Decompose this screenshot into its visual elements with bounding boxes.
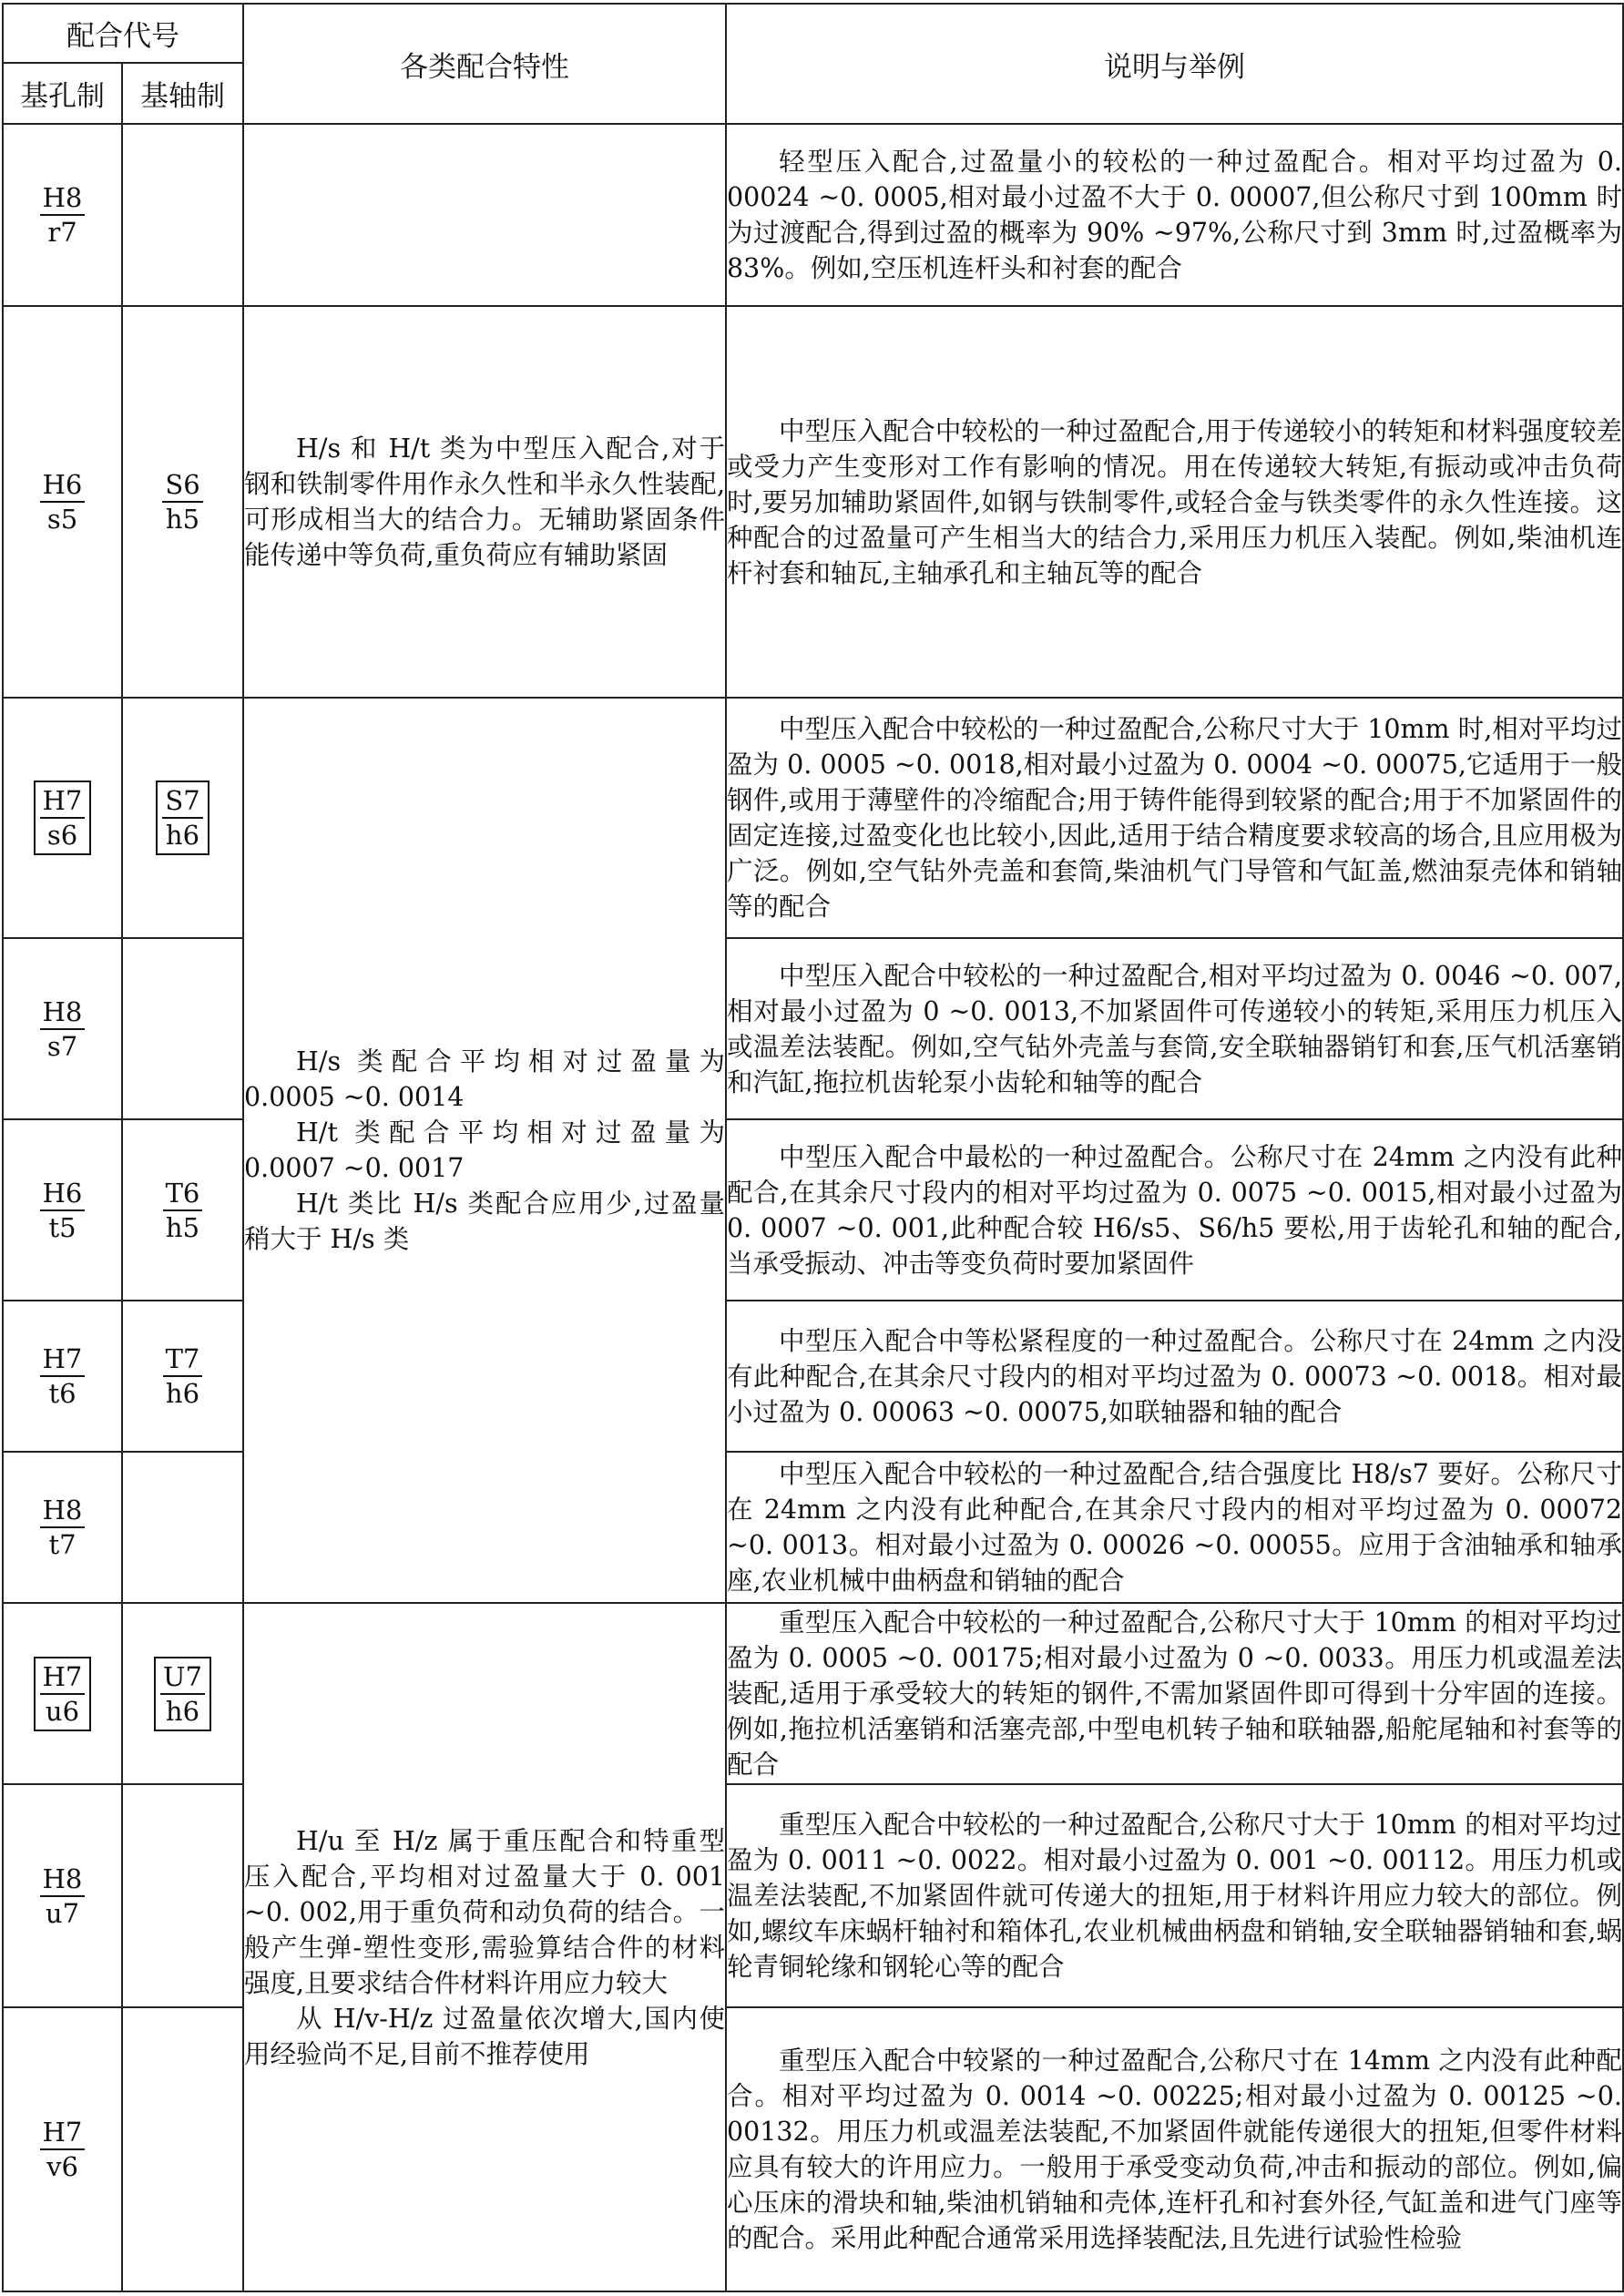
- fit-fraction: $\frac{H6}{s5}$: [40, 468, 86, 536]
- characteristics-cell: [243, 306, 726, 698]
- characteristics-cell: [243, 124, 726, 306]
- hole-code-cell: [3, 938, 122, 1119]
- characteristics-paragraph: H/s 和 H/t 类为中型压入配合,对于钢和铁制零件用作永久性和半永久性装配,可形成相当大的结合力。无辅助紧固条件能传递中等负荷,重负荷应有辅助紧固: [244, 434, 725, 570]
- fit-fraction-boxed: $\frac{H7}{u6}$: [34, 1657, 92, 1731]
- fit-fraction-boxed: $\frac{S7}{h6}$: [156, 781, 209, 855]
- characteristics-cell: [243, 1603, 726, 2291]
- table-row: [3, 698, 1623, 938]
- characteristics-paragraph: H/t 类比 H/s 类配合应用少,过盈量稍大于 H/s 类: [244, 1189, 725, 1254]
- description-cell: 中型压入配合中较松的一种过盈配合,结合强度比 H8/s7 要好。公称尺寸在 24mm 之内没有此种配合,在其余尺寸段内的相对平均过盈为 0. 00072 ~0. 0013。相对最小过盈为 0. 00026 ~0. 00055。应用于含油轴承和轴承座,农业机械中曲柄盘和销轴的配合: [726, 1452, 1623, 1603]
- characteristics-paragraph: H/s 类配合平均相对过盈量为 0.0005 ~0. 0014: [244, 1046, 725, 1112]
- hole-code-cell: [3, 306, 122, 698]
- characteristics-paragraph: H/u 至 H/z 属于重压配合和特重型压入配合,平均相对过盈量大于 0. 001 ~0. 002,用于重负荷和动负荷的结合。一般产生弹-塑性变形,需验算结合件的材料强度,且要求结合件材料许用应力较大: [244, 1825, 725, 1998]
- description-cell: 重型压入配合中较紧的一种过盈配合,公称尺寸在 14mm 之内没有此种配合。相对平均过盈为 0. 0014 ~0. 00225;相对最小过盈为 0. 00125 ~0. 00132。用压力机或温差法装配,不加紧固件就能传递很大的扭矩,但零件材料应具有较大的许用应力。一般用于承受变动负荷,冲击和振动的部位。例如,偏心压床的滑块和轴,柴油机销轴和壳体,连杆孔和衬套外径,气缸盖和进气门座等的配合。采用此种配合通常采用选择装配法,且先进行试验性检验: [726, 2007, 1623, 2291]
- hole-code-cell: [3, 2007, 122, 2291]
- header-notes: 说明与举例: [726, 4, 1623, 124]
- characteristics-paragraph: 从 H/v-H/z 过盈量依次增大,国内使用经验尚不足,目前不推荐使用: [244, 2003, 725, 2069]
- characteristics-paragraph: H/t 类配合平均相对过盈量为 0.0007 ~0. 0017: [244, 1117, 725, 1183]
- description-cell: 中型压入配合中等松紧程度的一种过盈配合。公称尺寸在 24mm 之内没有此种配合,在其余尺寸段内的相对平均过盈为 0. 00073 ~0. 0018。相对最小过盈为 0. 00063 ~0. 00075,如联轴器和轴的配合: [726, 1301, 1623, 1452]
- fit-fraction: $\frac{H6}{t5}$: [40, 1177, 86, 1244]
- hole-code-cell: [3, 1119, 122, 1301]
- table-row: [3, 306, 1623, 698]
- fit-fraction: $\frac{H8}{u7}$: [40, 1862, 86, 1930]
- description-cell: 重型压入配合中较松的一种过盈配合,公称尺寸大于 10mm 的相对平均过盈为 0. 0005 ~0. 00175;相对最小过盈为 0 ~0. 0033。用压力机或温差法装配,适用于承受较大的转矩的钢件,不需加紧固件即可得到十分牢固的连接。例如,拖拉机活塞销和活塞壳部,中型电机转子轴和联轴器,船舵尾轴和衬套等的配合: [726, 1603, 1623, 1784]
- fit-fraction: $\frac{S6}{h5}$: [162, 468, 202, 536]
- header-shaft-basis: 基轴制: [122, 63, 243, 124]
- fit-fraction: $\frac{T7}{h6}$: [163, 1342, 203, 1410]
- fit-fraction: $\frac{T6}{h5}$: [163, 1177, 203, 1244]
- header-characteristics: 各类配合特性: [243, 4, 726, 124]
- hole-code-cell: [3, 1784, 122, 2007]
- fit-fraction: $\frac{H8}{t7}$: [40, 1494, 86, 1561]
- description-cell: 轻型压入配合,过盈量小的较松的一种过盈配合。相对平均过盈为 0. 00024 ~0. 0005,相对最小过盈不大于 0. 00007,但公称尺寸到 100mm 时为过渡配合,得到过盈的概率为 90% ~97%,公称尺寸到 3mm 时,过盈概率为 83%。例如,空压机连杆头和衬套的配合: [726, 124, 1623, 306]
- description-cell: 中型压入配合中较松的一种过盈配合,相对平均过盈为 0. 0046 ~0. 007,相对最小过盈为 0 ~0. 0013,不加紧固件可传递较小的转矩,采用压力机压入或温差法装配。例如,空气钻外壳盖与套筒,安全联轴器销钉和套,压气机活塞销和汽缸,拖拉机齿轮泵小齿轮和轴等的配合: [726, 938, 1623, 1119]
- shaft-code-cell: [122, 124, 243, 306]
- hole-code-cell: [3, 1603, 122, 1784]
- fit-fraction: $\frac{H8}{s7}$: [40, 995, 86, 1063]
- table-row: [3, 124, 1623, 306]
- shaft-code-cell: [122, 1603, 243, 1784]
- hole-code-cell: [3, 1301, 122, 1452]
- hole-code-cell: [3, 1452, 122, 1603]
- hole-code-cell: [3, 124, 122, 306]
- description-cell: 重型压入配合中较松的一种过盈配合,公称尺寸大于 10mm 的相对平均过盈为 0. 0011 ~0. 0022。相对最小过盈为 0. 001 ~0. 00112。用压力机或温差法装配,不加紧固件就可传递大的扭矩,用于材料许用应力较大的部位。例如,螺纹车床蜗杆轴衬和箱体孔,农业机械曲柄盘和销轴,安全联轴器销轴和套,蜗轮青铜轮缘和钢轮心等的配合: [726, 1784, 1623, 2007]
- characteristics-cell: [243, 698, 726, 1603]
- fit-table: [2, 3, 1624, 2292]
- fit-fraction-boxed: $\frac{H7}{s6}$: [34, 781, 92, 855]
- description-cell: 中型压入配合中最松的一种过盈配合。公称尺寸在 24mm 之内没有此种配合,在其余尺寸段内的相对平均过盈为 0. 0075 ~0. 0015,相对最小过盈为 0. 0007 ~0. 001,此种配合较 H6/s5、S6/h5 要松,用于齿轮孔和轴的配合,当承受振动、冲击等变负荷时要加紧固件: [726, 1119, 1623, 1301]
- shaft-code-cell: [122, 938, 243, 1119]
- fit-fraction: $\frac{H7}{t6}$: [40, 1342, 86, 1410]
- header-hole-basis: 基孔制: [3, 63, 122, 124]
- fit-fraction: $\frac{H8}{r7}$: [40, 181, 86, 249]
- fit-fraction: $\frac{H7}{v6}$: [40, 2116, 86, 2183]
- shaft-code-cell: [122, 1784, 243, 2007]
- table-row: [3, 1603, 1623, 1784]
- description-cell: 中型压入配合中较松的一种过盈配合,公称尺寸大于 10mm 时,相对平均过盈为 0. 0005 ~0. 0018,相对最小过盈为 0. 0004 ~0. 00075,它适用于一般钢件,或用于薄壁件的冷缩配合;用于铸件能得到较紧的配合;用于不加紧固件的固定连接,过盈变化也比较小,因此,适用于结合精度要求较高的场合,且应用极为广泛。例如,空气钻外壳盖和套筒,柴油机气门导管和气缸盖,燃油泵壳体和销轴等的配合: [726, 698, 1623, 938]
- shaft-code-cell: [122, 698, 243, 938]
- description-cell: 中型压入配合中较松的一种过盈配合,用于传递较小的转矩和材料强度较差或受力产生变形对工作有影响的情况。用在传递较大转矩,有振动或冲击负荷时,要另加辅助紧固件,如钢与铁制零件,或轻合金与铁类零件的永久性连接。这种配合的过盈量可产生相当大的结合力,采用压力机压入装配。例如,柴油机连杆衬套和轴瓦,主轴承孔和主轴瓦等的配合: [726, 306, 1623, 698]
- hole-code-cell: [3, 698, 122, 938]
- header-fit-code: 配合代号: [3, 4, 243, 63]
- shaft-code-cell: [122, 306, 243, 698]
- fit-fraction-boxed: $\frac{U7}{h6}$: [154, 1657, 211, 1731]
- shaft-code-cell: [122, 2007, 243, 2291]
- shaft-code-cell: [122, 1452, 243, 1603]
- shaft-code-cell: [122, 1119, 243, 1301]
- shaft-code-cell: [122, 1301, 243, 1452]
